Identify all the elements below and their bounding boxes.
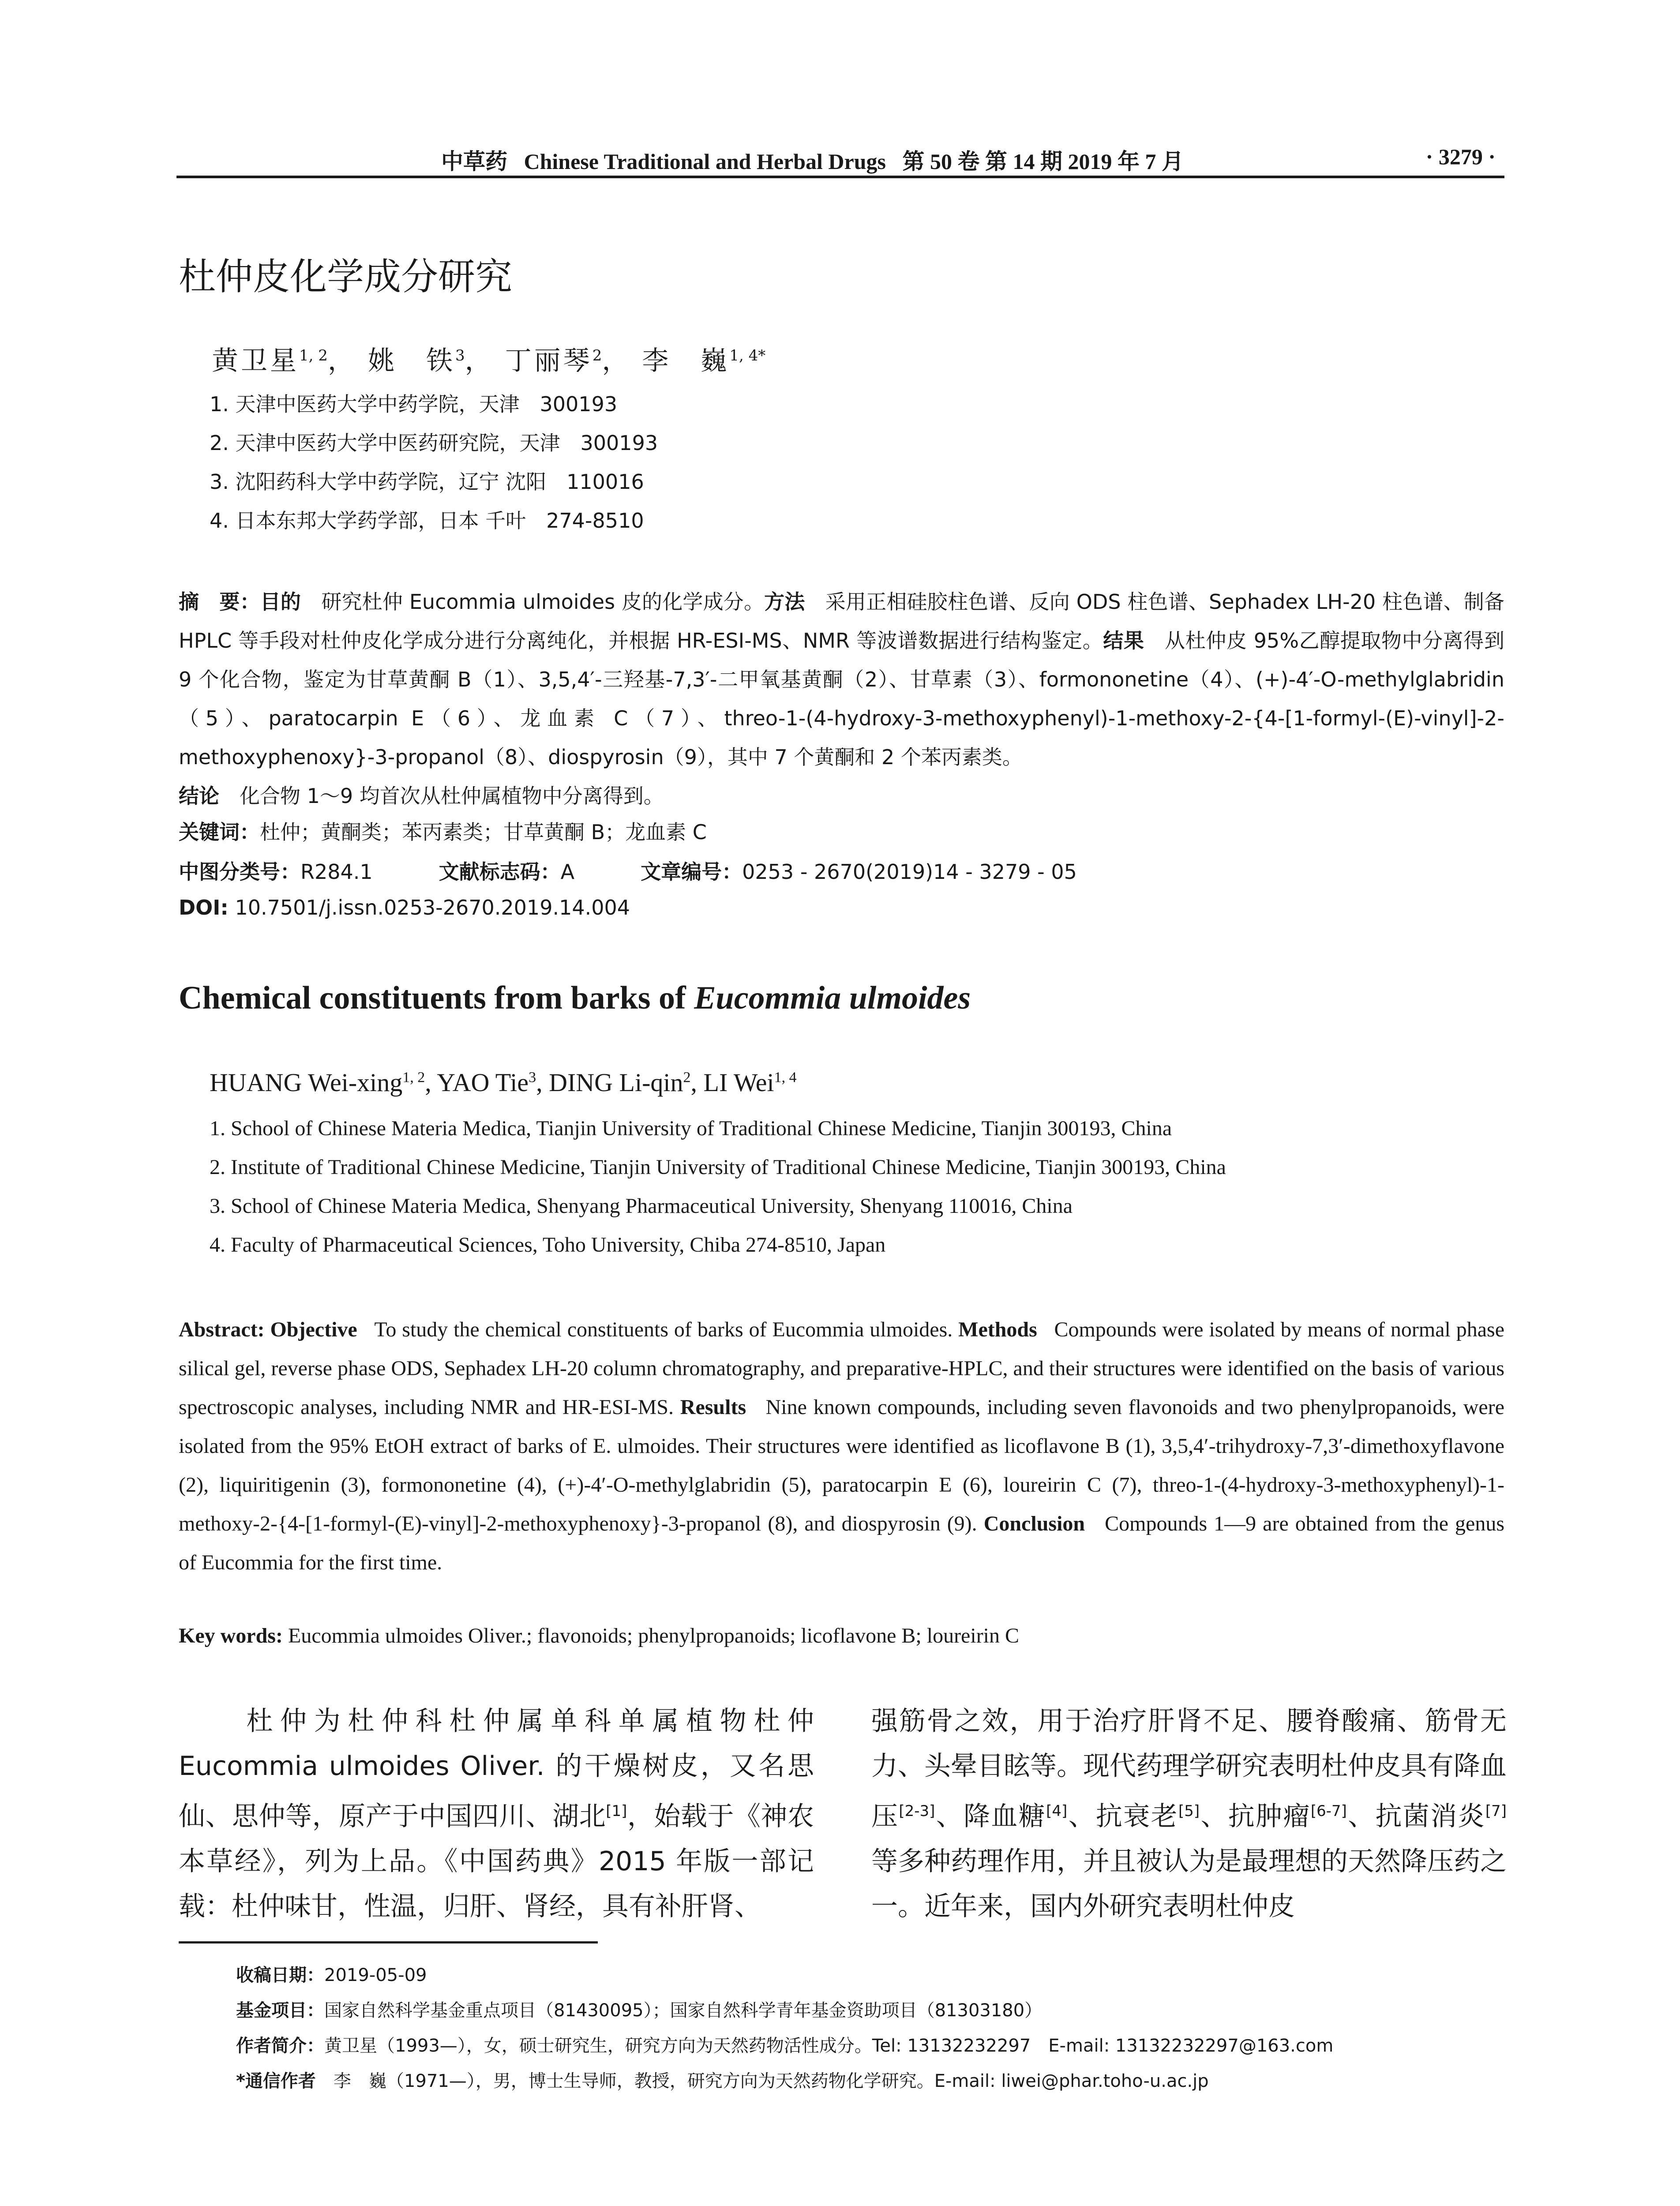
journal-cn: 中草药	[441, 149, 507, 174]
en-affiliation: 4. Faculty of Pharmaceutical Sciences, Toho University, Chiba 274-8510, Japan	[210, 1233, 886, 1257]
footnote-divider	[179, 1941, 598, 1943]
cn-authors: 黄卫星$^{1, 2}$， 姚 铁$^3$， 丁丽琴$^2$， 李 巍$^{1, 4*}$	[212, 345, 766, 376]
cn-affiliation: 4. 日本东邦大学药学部，日本 千叶 274-8510	[210, 509, 644, 533]
running-header	[176, 140, 1504, 178]
cn-title: 杜仲皮化学成分研究	[179, 255, 513, 298]
cn-author: 黄卫星	[212, 345, 299, 376]
cn-affiliation: 1. 天津中医药大学中药学院，天津 300193	[210, 392, 618, 416]
en-keywords: Key words: Eucommia ulmoides Oliver.; flavonoids; phenylpropanoids; licoflavone B; loureirin C	[179, 1624, 1020, 1647]
en-affiliation: 3. School of Chinese Materia Medica, Shenyang Pharmaceutical University, Shenyang 110016, China	[210, 1194, 1072, 1218]
cn-author: 姚 铁	[368, 345, 455, 376]
cn-affiliation: 3. 沈阳药科大学中药学院，辽宁 沈阳 110016	[210, 470, 644, 494]
footnote-corresponding: *通信作者 李 巍（1971—），男，博士生导师，教授，研究方向为天然药物化学研究。E-mail: liwei@phar.toho-u.ac.jp	[236, 2071, 1209, 2091]
doi: DOI: 10.7501/j.issn.0253-2670.2019.14.004	[179, 896, 630, 919]
en-affiliation: 1. School of Chinese Materia Medica, Tianjin University of Traditional Chinese Medicine, Tianjin 300193, China	[210, 1117, 1172, 1140]
journal-en: Chinese Traditional and Herbal Drugs	[524, 149, 886, 174]
page-number: · 3279 ·	[1425, 144, 1496, 169]
cn-keywords: 关键词：杜仲；黄酮类；苯丙素类；甘草黄酮 B；龙血素 C	[179, 820, 707, 844]
issue-info: 第 50 卷 第 14 期 2019 年 7 月	[902, 149, 1184, 174]
en-abstract: Abstract: Objective To study the chemical constituents of barks of Eucommia ulmoides. Methods Compounds were isolated by means of normal phase silical gel, reverse phase ODS, Sephadex LH-20 column chromatography, and preparative-HPLC, and their structures were identified on the basis of various spectroscopic analyses, including NMR and HR-ESI-MS. Results Nine known compounds, including seven flavonoids and two phenylpropanoids, were isolated from the 95% EtOH extract of barks of E. ulmoides. Their structures were identified as licoflavone B (1), 3,5,4′-trihydroxy-7,3′-dimethoxyflavone (2), liquiritigenin (3), formononetine (4), (+)-4′-O-methylglabridin (5), paratocarpin E (6), loureirin C (7), threo-1-(4-hydroxy-3-methoxyphenyl)-1-methoxy-2-{4-[1-formyl-(E)-vinyl]-2-methoxyphenoxy}-3-propanol (8), and diospyrosin (9). Conclusion Compounds 1—9 are obtained from the genus of Eucommia for the first time.	[179, 1318, 1505, 1574]
body-column-left: 杜仲为杜仲科杜仲属单科单属植物杜仲 Eucommia ulmoides Oliver. 的干燥树皮，又名思仙、思仲等，原产于中国四川、湖北[1]，始载于《神农本草经》，列为上品。《中国药典》2015 年版一部记载：杜仲味甘，性温，归肝、肾经，具有补肝肾、	[179, 1706, 814, 1922]
footnote-received: 收稿日期：2019-05-09	[236, 1965, 427, 1985]
body-column-right: 强筋骨之效，用于治疗肝肾不足、腰脊酸痛、筋骨无力、头晕目眩等。现代药理学研究表明杜仲皮具有降血压[2-3]、降血糖[4]、抗衰老[5]、抗肿瘤[6-7]、抗菌消炎[7]等多种药理作用，并且被认为是最理想的天然降压药之一。近年来，国内外研究表明杜仲皮	[871, 1706, 1507, 1922]
en-authors: HUANG Wei-xing$^{1, 2}$, YAO Tie$^3$, DING Li-qin$^2$, LI Wei$^{1, 4}$	[210, 1068, 797, 1097]
footnote-fund: 基金项目：国家自然科学基金重点项目（81430095）；国家自然科学青年基金资助项目（81303180）	[236, 2000, 1042, 2021]
cn-author: 李 巍	[642, 345, 730, 376]
cn-affiliation: 2. 天津中医药大学中医药研究院，天津 300193	[210, 431, 658, 455]
footnote-author: 作者简介：黄卫星（1993—），女，硕士研究生，研究方向为天然药物活性成分。Tel: 13132232297 E-mail: 13132232297@163.com	[236, 2036, 1334, 2056]
en-title: Chemical constituents from barks of Eucommia ulmoides	[179, 980, 971, 1016]
cn-classification: 中图分类号：R284.1 文献标志码：A 文章编号：0253 - 2670(2019)14 - 3279 - 05	[179, 860, 1077, 884]
en-affiliation: 2. Institute of Traditional Chinese Medicine, Tianjin University of Traditional Chinese Medicine, Tianjin 300193, China	[210, 1156, 1226, 1179]
cn-abstract: 摘 要：目的 研究杜仲 Eucommia ulmoides 皮的化学成分。方法 采用正相硅胶柱色谱、反向 ODS 柱色谱、Sephadex LH-20 柱色谱、制备 HPLC 等手段对杜仲皮化学成分进行分离纯化，并根据 HR-ESI-MS、NMR 等波谱数据进行结构鉴定。结果 从杜仲皮 95%乙醇提取物中分离得到 9 个化合物，鉴定为甘草黄酮 B（1）、3,5,4′-三羟基-7,3′-二甲氧基黄酮（2）、甘草素（3）、formononetine（4）、(+)-4′-O-methylglabridin（5）、paratocarpin E（6）、龙血素 C（7）、threo-1-(4-hydroxy-3-methoxyphenyl)-1-methoxy-2-{4-[1-formyl-(E)-vinyl]-2-methoxyphenoxy}-3-propanol（8）、diospyrosin（9），其中 7 个黄酮和 2 个苯丙素类。 结论 化合物 1～9 均首次从杜仲属植物中分离得到。	[179, 590, 1505, 808]
cn-author: 丁丽琴	[505, 345, 592, 376]
